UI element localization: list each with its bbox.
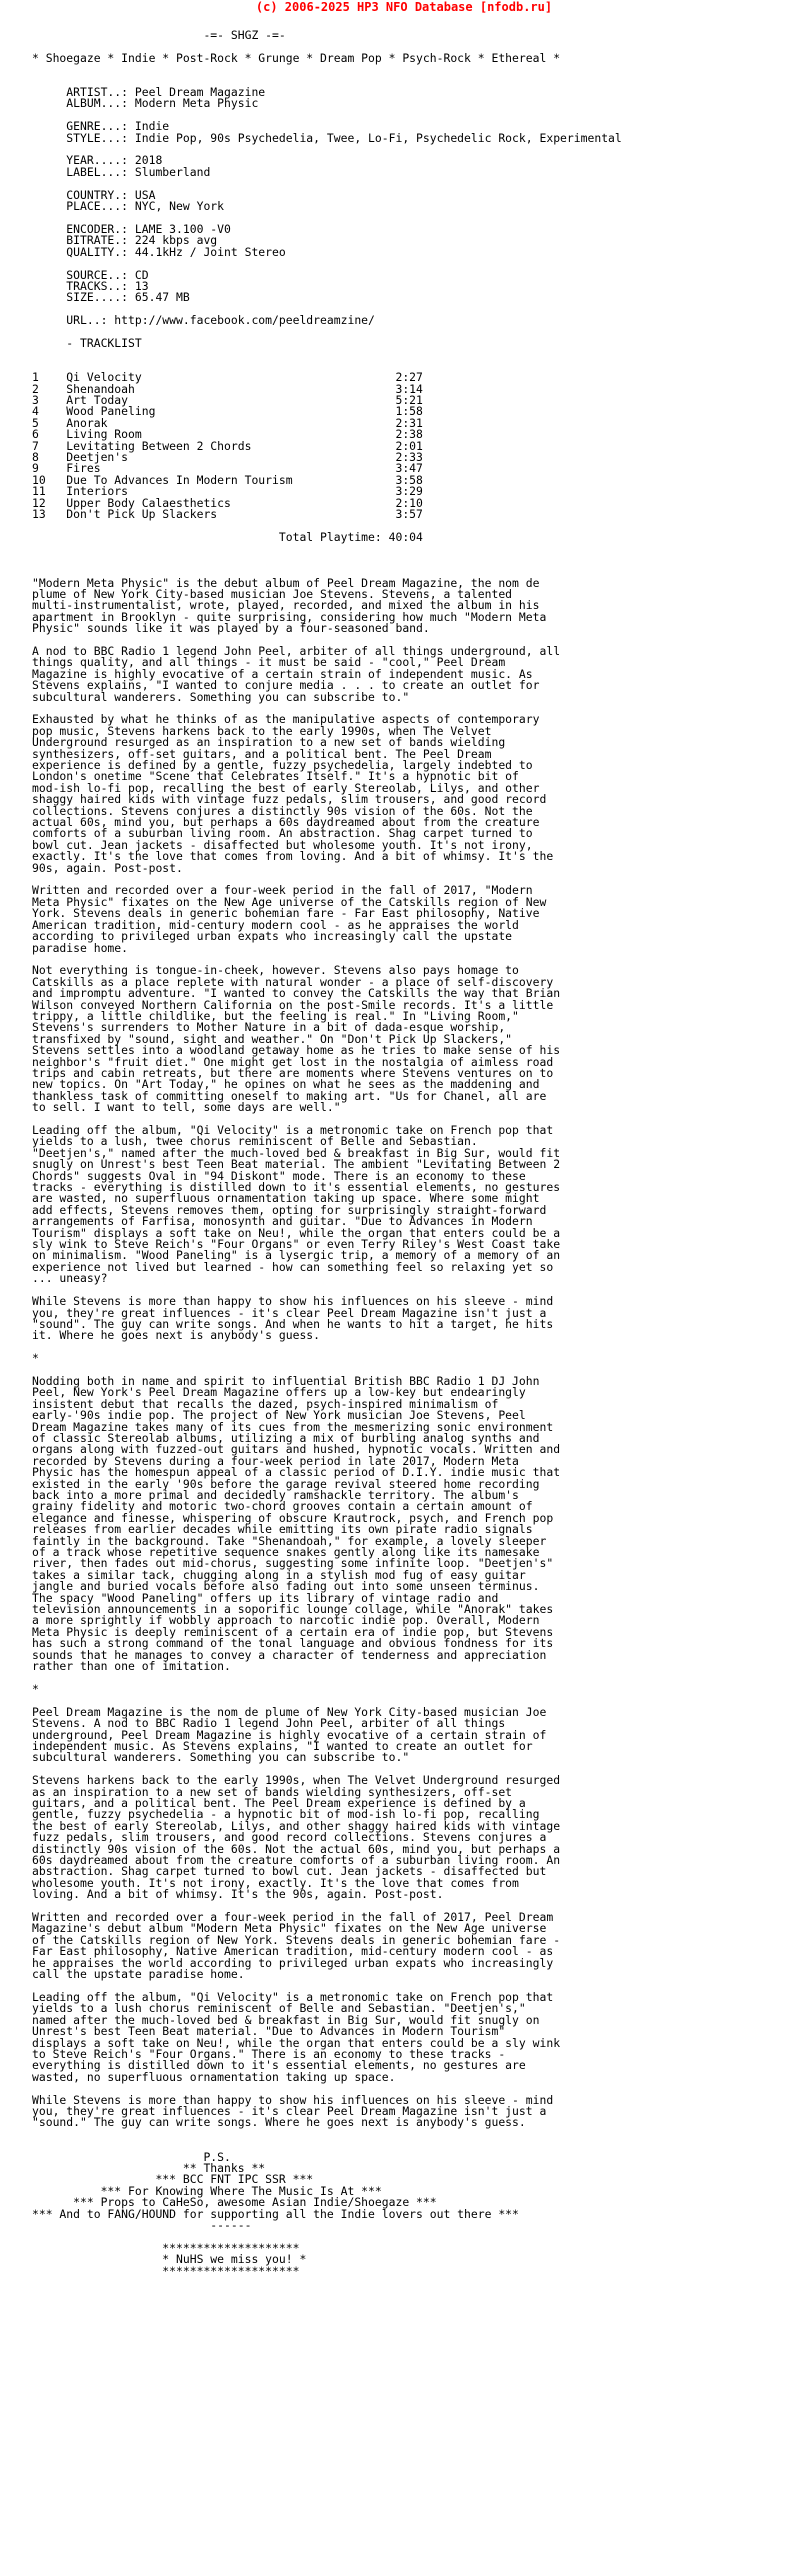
nfo-line: Total Playtime: 40:04 <box>32 529 423 544</box>
nfo-line: Written and recorded over a four-week period in the fall of 2017, "Modern <box>32 883 533 898</box>
nfo-line: and impromptu adventure. "I wanted to convey the Catskills the way that Brian <box>32 986 561 1001</box>
nfo-line: York. Stevens deals in generic bohemian fare - Far East philosophy, Native <box>32 906 540 921</box>
nfo-line: 6 Living Room 2:38 <box>32 427 423 442</box>
nfo-line: GENRE...: Indie <box>32 119 170 134</box>
nfo-line: COUNTRY.: USA <box>32 187 156 202</box>
nfo-line: back into a more primal and decidedly ramshackle territory. The album's <box>32 1488 519 1502</box>
nfo-line: experience is defined by a gentle, fuzzy psychedelia, largely indebted to <box>32 758 533 772</box>
nfo-line: a more sprightly if wobbly approach to narcotic indie pop. Overall, Modern <box>32 1613 540 1628</box>
nfo-line: sly wink to Steve Reich's "Four Organs" or even Terry Riley's West Coast take <box>32 1237 561 1252</box>
nfo-line: "Modern Meta Physic" is the debut album of Peel Dream Magazine, the nom de <box>32 575 540 590</box>
nfo-line: add effects, Stevens removes them, opting for surprisingly straight-forward <box>32 1202 547 1217</box>
nfo-line: to sell. I want to tell, some days are well." <box>32 1100 341 1115</box>
nfo-line: fuzz pedals, slim trousers, and good record collections. Stevens conjures a <box>32 1830 547 1845</box>
nfo-line: call the upstate paradise home. <box>32 1967 245 1982</box>
nfo-line: Leading off the album, "Qi Velocity" is a metronomic take on French pop that <box>32 1989 554 2004</box>
nfo-line: river, then fades out mid-chorus, suggesting some infinite loop. "Deetjen's" <box>32 1556 554 1571</box>
nfo-line: PLACE...: NYC, New York <box>32 199 225 214</box>
nfo-line: ------ <box>32 2218 252 2232</box>
nfo-line: wasted, no superfluous ornamentation taking up space. <box>32 2069 396 2084</box>
nfo-line: 10 Due To Advances In Modern Tourism 3:58 <box>32 472 423 487</box>
nfo-line: * NuHS we miss you! * <box>32 2252 307 2267</box>
nfo-line: actual 60s, mind you, but perhaps a 60s daydreamed about from the creature <box>32 815 540 830</box>
nfo-line: jangle and buried vocals before also fading out into some unseen terminus. <box>32 1579 540 1594</box>
nfo-line: snugly on Unrest's best Teen Beat material. The ambient "Levitating Between 2 <box>32 1157 561 1172</box>
nfo-line: synthesizers, off-set guitars, and a political bent. The Peel Dream <box>32 746 492 761</box>
nfo-line: "sound". The guy can write songs. And when he wants to hit a target, he hits <box>32 1316 554 1331</box>
nfo-line: trippy, a little childlike, but the feeling is real." In "Living Room," <box>32 1008 519 1023</box>
nfo-line: on minimalism. "Wood Paneling" is a lysergic trip, a memory of a memory of an <box>32 1248 561 1263</box>
nfo-line: to Steve Reich's "Four Organs." There is an economy to these tracks - <box>32 2046 506 2061</box>
nfo-line: apartment in Brooklyn - quite surprising, considering how much "Modern Meta <box>32 609 547 624</box>
nfo-line: 60s daydreamed about from the creature comforts of a suburban living room. An <box>32 1853 561 1867</box>
nfo-line: "sound." The guy can write songs. Where he goes next is anybody's guess. <box>32 2115 526 2130</box>
nfo-line: Physic" sounds like it was played by a four-seasoned band. <box>32 621 430 636</box>
nfo-line: experience not lived but learned - how can something feel so relaxing yet so <box>32 1259 554 1274</box>
nfo-line: television announcements in a soporific lounge collage, while "Anorak" takes <box>32 1602 554 1617</box>
nfo-line: A nod to BBC Radio 1 legend John Peel, arbiter of all things underground, all <box>32 643 561 658</box>
nfo-line: Underground resurged as an inspiration to a new set of bands wielding <box>32 735 506 750</box>
nfo-line: *** For Knowing Where The Music Is At *** <box>32 2183 382 2198</box>
nfo-line: ENCODER.: LAME 3.100 -V0 <box>32 221 231 236</box>
nfo-line: collections. Stevens conjures a distinctly 90s vision of the 60s. Not the <box>32 803 533 818</box>
nfo-line: ... uneasy? <box>32 1271 108 1286</box>
nfo-line: QUALITY.: 44.1kHz / Joint Stereo <box>32 244 286 259</box>
nfo-line: 9 Fires 3:47 <box>32 461 423 476</box>
nfo-line: URL..: http://www.facebook.com/peeldreamzine/ <box>32 313 375 328</box>
nfo-line: BITRATE.: 224 kbps avg <box>32 233 218 248</box>
nfo-line: 1 Qi Velocity 2:27 <box>32 370 423 385</box>
nfo-line: recorded by Stevens during a four-week period in late 2017, Modern Meta <box>32 1453 519 1468</box>
nfo-line: things quality, and all things - it must be said - "cool," Peel Dream <box>32 655 506 670</box>
nfo-line: STYLE...: Indie Pop, 90s Psychedelia, Twee, Lo-Fi, Psychedelic Rock, Experimental <box>32 130 622 145</box>
nfo-line: Exhausted by what he thinks of as the manipulative aspects of contemporary <box>32 712 540 727</box>
nfo-line: Meta Physic" fixates on the New Age universe of the Catskills region of New <box>32 894 547 909</box>
nfo-line: insistent debut that recalls the dazed, psych-inspired minimalism of <box>32 1396 499 1411</box>
nfo-line: early-'90s indie pop. The project of New York musician Joe Stevens, Peel <box>32 1408 526 1423</box>
nfo-line: Nodding both in name and spirit to influential British BBC Radio 1 DJ John <box>32 1373 540 1388</box>
nfo-line: "Deetjen's," named after the much-loved bed & breakfast in Big Sur, would fit <box>32 1145 561 1160</box>
nfo-line: neighbor's "fruit diet." One might get lost in the nostalgia of aimless road <box>32 1054 554 1069</box>
nfo-line: Chords" suggests Oval in "94 Diskont" mode. There is an economy to these <box>32 1168 526 1183</box>
nfo-line: plume of New York City-based musician Joe Stevens. Stevens, a talented <box>32 586 513 601</box>
nfo-line: shaggy haired kids with vintage fuzz pedals, slim trousers, and good record <box>32 792 547 807</box>
nfo-line: ALBUM...: Modern Meta Physic <box>32 96 259 111</box>
nfo-line: TRACKS..: 13 <box>32 278 149 293</box>
nfo-line: guitars, and a political bent. The Peel Dream experience is defined by a <box>32 1795 526 1810</box>
nfo-line: transfixed by "sound, sight and weather." On "Don't Pick Up Slackers," <box>32 1031 513 1046</box>
nfo-line: of a track whose repetitive sequence snakes gently along like its namesake <box>32 1545 540 1560</box>
nfo-line: ** Thanks ** <box>32 2160 266 2175</box>
nfo-line: * Shoegaze * Indie * Post-Rock * Grunge * Dream Pop * Psych-Rock * Ethereal * <box>32 50 561 65</box>
nfo-line: 13 Don't Pick Up Slackers 3:57 <box>32 507 423 522</box>
nfo-line: The spacy "Wood Paneling" offers up its library of vintage radio and <box>32 1590 499 1605</box>
nfo-line: Magazine's debut album "Modern Meta Physic" fixates on the New Age universe <box>32 1921 547 1936</box>
nfo-line: releases from earlier decades while emitting its own pirate radio signals <box>32 1522 533 1537</box>
nfo-line: 11 Interiors 3:29 <box>32 484 423 499</box>
nfo-line: thankless task of committing oneself to making art. "Us for Chanel, all are <box>32 1088 547 1103</box>
nfo-line: *** Props to CaHeSo, awesome Asian Indie/Shoegaze *** <box>32 2195 437 2210</box>
nfo-line: SOURCE..: CD <box>32 267 149 282</box>
nfo-line: yields to a lush chorus reminiscent of Belle and Sebastian. "Deetjen's," <box>32 2001 526 2016</box>
nfo-line: Leading off the album, "Qi Velocity" is a metronomic take on French pop that <box>32 1123 554 1137</box>
nfo-line: exactly. It's the love that comes from loving. And a bit of whimsy. It's the <box>32 849 554 864</box>
nfo-line: mod-ish lo-fi pop, recalling the best of early Stereolab, Lilys, and other <box>32 780 540 795</box>
nfo-line: Unrest's best Teen Beat material. "Due to Advances in Modern Tourism" <box>32 2024 506 2039</box>
nfo-line: - TRACKLIST <box>32 335 142 350</box>
nfo-line: Stevens's surrenders to Mother Nature in a bit of dada-esque worship, <box>32 1020 506 1035</box>
nfo-line: he appraises the world according to privileged urban expats who increasingly <box>32 1955 554 1970</box>
nfo-line: takes a similar tack, chugging along in a stylish mod fug of easy guitar <box>32 1567 526 1582</box>
nfo-line: ******************** <box>32 2240 300 2255</box>
nfo-line: as an inspiration to a new set of bands wielding synthesizers, off-set <box>32 1784 513 1799</box>
nfo-line: *** BCC FNT IPC SSR *** <box>32 2172 314 2187</box>
nfo-line: gentle, fuzzy psychedelia - a hypnotic bit of mod-ish lo-fi pop, recalling <box>32 1807 540 1822</box>
nfo-line: are wasted, no superfluous ornamentation taking up space. Where some might <box>32 1191 540 1206</box>
nfo-line: Physic has the homespun appeal of a classic period of D.I.Y. indie music that <box>32 1465 561 1480</box>
nfo-line: you, they're great influences - it's clear Peel Dream Magazine isn't just a <box>32 1305 547 1320</box>
nfo-line: ARTIST..: Peel Dream Magazine <box>32 85 266 100</box>
nfo-line: Tourism" displays a soft take on Neu!, while the organ that enters could be a <box>32 1225 561 1240</box>
nfo-line: subcultural wanderers. Something you can subscribe to." <box>32 1750 410 1765</box>
nfo-line: Stevens harkens back to the early 1990s, when The Velvet Underground resurged <box>32 1773 561 1788</box>
nfo-line: of classic Stereolab albums, utilizing a mix of burbling analog synths and <box>32 1430 540 1445</box>
nfo-line: 3 Art Today 5:21 <box>32 393 423 407</box>
nfo-line: LABEL...: Slumberland <box>32 164 211 179</box>
nfo-line: P.S. <box>32 2149 231 2164</box>
nfo-text <box>32 30 622 2277</box>
nfo-line: it. Where he goes next is anybody's guess. <box>32 1328 321 1343</box>
nfo-line: Stevens. A nod to BBC Radio 1 legend John Peel, arbiter of all things <box>32 1716 506 1731</box>
nfo-line: Not everything is tongue-in-cheek, however. Stevens also pays homage to <box>32 963 519 978</box>
nfo-line: comforts of a suburban living room. An abstraction. Shag carpet turned to <box>32 826 533 841</box>
nfo-line: has such a strong command of the tonal language and obvious fondness for its <box>32 1636 554 1651</box>
nfo-line: tracks - everything is distilled down to it's essential elements, no gestures <box>32 1180 561 1195</box>
nfo-line: * <box>32 1681 39 1696</box>
nfo-line: wholesome youth. It's not irony, exactly. It's the love that comes from <box>32 1875 519 1890</box>
nfo-line: *** And to FANG/HOUND for supporting all the Indie lovers out there *** <box>32 2206 519 2221</box>
nfo-line: Catskills as a place replete with natural wonder - a place of self-discovery <box>32 974 554 989</box>
nfo-line: organs along with fuzzed-out guitars and hushed, hypnotic vocals. Written and <box>32 1442 561 1457</box>
nfo-line: 90s, again. Post-post. <box>32 860 183 875</box>
nfo-line: loving. And a bit of whimsy. It's the 90s, again. Post-post. <box>32 1887 444 1902</box>
nfo-line: sounds that he manages to convey a character of tenderness and appreciation <box>32 1647 547 1662</box>
nfo-line: independent music. As Stevens explains, "I wanted to create an outlet for <box>32 1738 533 1753</box>
nfo-line: Far East philosophy, Native American tradition, mid-century modern cool - as <box>32 1944 554 1959</box>
nfo-line: distinctly 90s vision of the 60s. Not the actual 60s, mind you, but perhaps a <box>32 1841 561 1856</box>
nfo-line: existed in the early '90s before the garage revival steered home recording <box>32 1476 540 1491</box>
nfo-line: pop music, Stevens harkens back to the early 1990s, when The Velvet <box>32 723 492 738</box>
nfo-line: rather than one of imitation. <box>32 1659 231 1674</box>
nfo-line: 8 Deetjen's 2:33 <box>32 450 423 465</box>
nfo-line: 7 Levitating Between 2 Chords 2:01 <box>32 438 423 453</box>
nfodb-banner <box>0 0 808 14</box>
nfo-line: Stevens explains, "I wanted to conjure media . . . to create an outlet for <box>32 678 540 693</box>
nfo-line: named after the much-loved bed & breakfast in Big Sur, would fit snugly on <box>32 2012 540 2027</box>
nfo-line: ******************** <box>32 2263 300 2278</box>
nfo-line: you, they're great influences - it's clear Peel Dream Magazine isn't just a <box>32 2103 547 2118</box>
nfo-line: new topics. On "Art Today," he opines on what he sees as the maddening and <box>32 1077 540 1092</box>
nfo-line: faintly in the background. Take "Shenandoah," for example, a lovely sleeper <box>32 1533 547 1548</box>
nfo-line: Magazine is highly evocative of a certain strain of independent music. As <box>32 666 533 681</box>
nfo-line: 12 Upper Body Calaesthetics 2:10 <box>32 495 423 510</box>
nfo-line: grainy fidelity and motoric two-chord grooves contain a certain amount of <box>32 1499 533 1514</box>
nfo-line: American tradition, mid-century modern cool - as he appraises the world <box>32 917 519 932</box>
nfo-line: 5 Anorak 2:31 <box>32 415 423 430</box>
nfo-line: trips and cabin retreats, but there are moments where Stevens ventures on to <box>32 1065 554 1080</box>
nfo-line: subcultural wanderers. Something you can subscribe to." <box>32 689 410 704</box>
nfo-line: the best of early Stereolab, Lilys, and other shaggy haired kids with vintage <box>32 1818 561 1833</box>
nfo-line: multi-instrumentalist, wrote, played, recorded, and mixed the album in his <box>32 598 540 613</box>
nfo-line: Stevens settles into a woodland getaway home as he tries to make sense of his <box>32 1043 561 1058</box>
nfo-line: yields to a lush, twee chorus reminiscent of Belle and Sebastian. <box>32 1134 478 1149</box>
nfo-line: paradise home. <box>32 940 129 955</box>
nfo-line: bowl cut. Jean jackets - disaffected but wholesome youth. It's not irony, <box>32 837 533 852</box>
nfo-line: While Stevens is more than happy to show his influences on his sleeve - mind <box>32 2092 554 2107</box>
nfo-line: Peel Dream Magazine is the nom de plume of New York City-based musician Joe <box>32 1704 547 1719</box>
nfo-line: according to privileged urban expats who increasingly call the upstate <box>32 929 513 944</box>
nfo-line: arrangements of Farfisa, monosynth and guitar. "Due to Advances in Modern <box>32 1214 533 1229</box>
nfo-line: 4 Wood Paneling 1:58 <box>32 404 423 419</box>
nfo-line: While Stevens is more than happy to show his influences on his sleeve - mind <box>32 1294 554 1309</box>
nfo-line: 2 Shenandoah 3:14 <box>32 381 423 396</box>
nfo-line: abstraction. Shag carpet turned to bowl cut. Jean jackets - disaffected but <box>32 1864 547 1879</box>
nfo-line: Dream Magazine takes many of its cues from the mesmerizing sonic environment <box>32 1419 554 1434</box>
nfo-line: Written and recorded over a four-week period in the fall of 2017, Peel Dream <box>32 1910 554 1925</box>
nfo-line: displays a soft take on Neu!, while the organ that enters could be a sly wink <box>32 2035 561 2050</box>
nfo-line: SIZE....: 65.47 MB <box>32 290 190 305</box>
nfo-line: Meta Physic is deeply reminiscent of a certain era of indie pop, but Stevens <box>32 1624 554 1639</box>
nfo-line: YEAR....: 2018 <box>32 153 163 168</box>
nfo-line: Wilson conveyed Northern California on the post-Smile records. It's a little <box>32 997 554 1012</box>
nfo-line: underground, Peel Dream Magazine is highly evocative of a certain strain of <box>32 1727 547 1742</box>
nfo-line: London's onetime "Scene that Celebrates Itself." It's a hypnotic bit of <box>32 769 519 784</box>
nfo-line: Peel, New York's Peel Dream Magazine offers up a low-key but endearingly <box>32 1385 526 1400</box>
nfo-line: elegance and finesse, whispering of obscure Krautrock, psych, and French pop <box>32 1510 554 1525</box>
nfo-line: everything is distilled down to it's essential elements, no gestures are <box>32 2058 526 2073</box>
nfo-line: of the Catskills region of New York. Stevens deals in generic bohemian fare - <box>32 1932 561 1947</box>
nfo-line: -=- SHGZ -=- <box>32 28 286 42</box>
banner-text: (c) 2006-2025 HP3 NFO Database [nfodb.ru] <box>255 0 553 14</box>
nfo-line: * <box>32 1351 39 1366</box>
